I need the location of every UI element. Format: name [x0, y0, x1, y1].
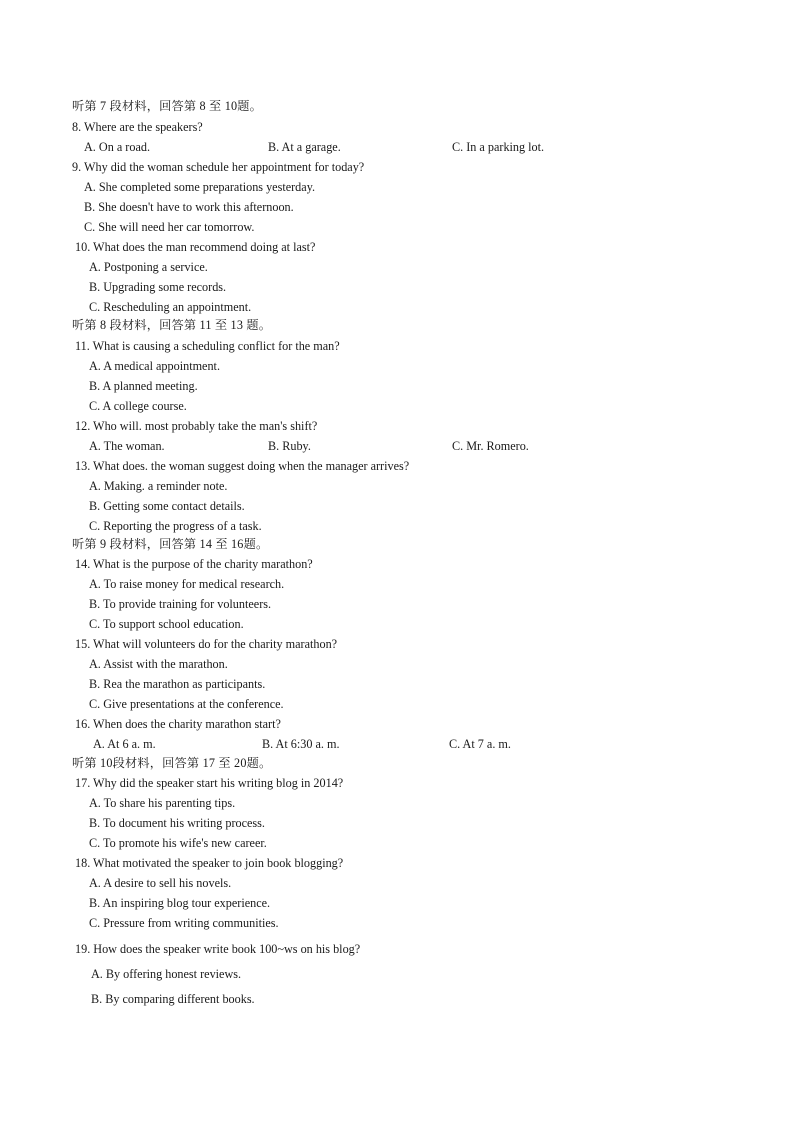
question-13-option-b: B. Getting some contact details. — [89, 499, 245, 513]
question-10-option-c: C. Rescheduling an appointment. — [89, 300, 252, 314]
question-12-option-b: B. Ruby. — [268, 439, 311, 453]
question-19-option-a: A. By offering honest reviews. — [91, 967, 242, 981]
section-heading-10: 听第 10段材料，回答第 17 至 20题。 — [72, 756, 272, 770]
question-14-option-a: A. To raise money for medical research. — [89, 577, 285, 591]
question-11-option-b: B. A planned meeting. — [89, 379, 198, 393]
question-17-option-a: A. To share his parenting tips. — [89, 796, 236, 810]
question-9-stem: 9. Why did the woman schedule her appointment for today? — [72, 160, 365, 174]
question-10-stem: 10. What does the man recommend doing at last? — [75, 240, 316, 254]
question-13-option-a: A. Making. a reminder note. — [89, 479, 228, 493]
question-18-option-a: A. A desire to sell his novels. — [89, 876, 232, 890]
question-12-option-c: C. Mr. Romero. — [452, 439, 529, 453]
question-17-option-c: C. To promote his wife's new career. — [89, 836, 267, 850]
question-15-stem: 15. What will volunteers do for the charity marathon? — [75, 637, 338, 651]
section-heading-7: 听第 7 段材料，回答第 8 至 10题。 — [72, 99, 263, 113]
question-10-option-a: A. Postponing a service. — [89, 260, 208, 274]
question-11-stem: 11. What is causing a scheduling conflict for the man? — [75, 339, 340, 353]
question-8-option-a: A. On a road. — [84, 140, 150, 154]
question-17-stem: 17. Why did the speaker start his writing blog in 2014? — [75, 776, 344, 790]
question-11-option-c: C. A college course. — [89, 399, 187, 413]
question-18-stem: 18. What motivated the speaker to join book blogging? — [75, 856, 344, 870]
question-9-option-b: B. She doesn't have to work this afternoon. — [84, 200, 294, 214]
question-8-option-b: B. At a garage. — [268, 140, 341, 154]
question-16-option-b: B. At 6:30 a. m. — [262, 737, 340, 751]
question-9-option-a: A. She completed some preparations yesterday. — [84, 180, 316, 194]
question-12-option-a: A. The woman. — [89, 439, 165, 453]
section-heading-9: 听第 9 段材料，回答第 14 至 16题。 — [72, 537, 269, 551]
question-13-stem: 13. What does. the woman suggest doing when the manager arrives? — [75, 459, 410, 473]
question-16-stem: 16. When does the charity marathon start? — [75, 717, 281, 731]
question-10-option-b: B. Upgrading some records. — [89, 280, 227, 294]
question-14-stem: 14. What is the purpose of the charity marathon? — [75, 557, 313, 571]
question-15-option-a: A. Assist with the marathon. — [89, 657, 228, 671]
question-8-option-c: C. In a parking lot. — [452, 140, 545, 154]
question-9-option-c: C. She will need her car tomorrow. — [84, 220, 255, 234]
question-8-stem: 8. Where are the speakers? — [72, 120, 203, 134]
section-heading-8: 听第 8 段材料，回答第 11 至 13 题。 — [72, 318, 272, 332]
question-18-option-b: B. An inspiring blog tour experience. — [89, 896, 271, 910]
question-14-option-c: C. To support school education. — [89, 617, 244, 631]
question-18-option-c: C. Pressure from writing communities. — [89, 916, 279, 930]
question-11-option-a: A. A medical appointment. — [89, 359, 220, 373]
question-19-option-b: B. By comparing different books. — [91, 992, 255, 1006]
question-15-option-b: B. Rea the marathon as participants. — [89, 677, 266, 691]
question-17-option-b: B. To document his writing process. — [89, 816, 265, 830]
question-15-option-c: C. Give presentations at the conference. — [89, 697, 284, 711]
question-12-stem: 12. Who will. most probably take the man's shift? — [75, 419, 318, 433]
question-13-option-c: C. Reporting the progress of a task. — [89, 519, 262, 533]
question-16-option-c: C. At 7 a. m. — [449, 737, 511, 751]
question-14-option-b: B. To provide training for volunteers. — [89, 597, 272, 611]
question-16-option-a: A. At 6 a. m. — [93, 737, 156, 751]
question-19-stem: 19. How does the speaker write book 100~ws on his blog? — [75, 942, 361, 956]
